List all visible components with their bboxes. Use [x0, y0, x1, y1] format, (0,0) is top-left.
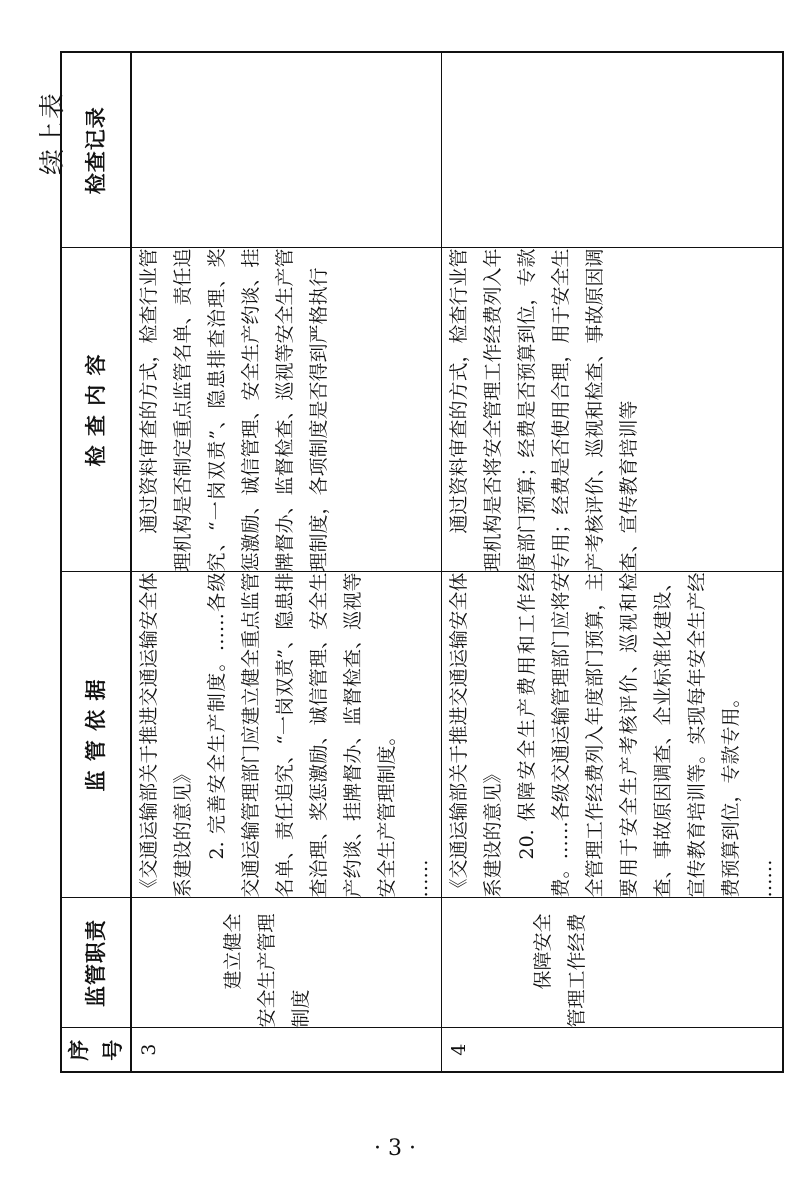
table-header-row — [61, 52, 131, 1072]
row-record[interactable] — [441, 52, 783, 248]
header-duty: 监管职责 — [61, 898, 131, 1028]
content-text: 通过资料审查的方式，检查行业管理机构是否制定重点监管名单、责任追究、“一岗双责”、隐患排查治理、奖惩激励、诚信管理、安全生产约谈、挂牌督办、监督检查、巡视等安全生产管理制度，各项制度是否得到严格执行 — [138, 248, 330, 572]
basis-clause: 2. 完善安全生产制度。……各级交通运输管理部门应建立健全重点监管名单、责任追究、“一岗双责”、隐患排查治理、奖惩激励、诚信管理、安全生产约谈、挂牌督办、监督检查、巡视等安全生产管理制度。 — [206, 572, 398, 898]
row-basis — [441, 572, 783, 898]
row-record[interactable] — [131, 52, 441, 248]
row-content — [441, 248, 783, 572]
duty-text: 建立健全安全生产管理制度 — [222, 913, 312, 1028]
page-number: · 3 · — [374, 1136, 416, 1161]
header-record: 检查记录 — [61, 52, 131, 248]
table-row — [441, 52, 783, 1072]
basis-ellipsis: …… — [753, 859, 776, 898]
header-basis: 监 管 依 据 — [61, 572, 131, 898]
header-seq: 序号 — [61, 1028, 131, 1072]
duty-text: 保障安全管理工作经费 — [531, 913, 588, 1028]
row-content — [131, 248, 441, 572]
row-seq: 4 — [441, 1028, 783, 1072]
row-basis — [131, 572, 441, 898]
content-text: 通过资料审查的方式，检查行业管理机构是否将安全管理工作经费列入年度部门预算；经费是否预算到位，专款专用；经费是否使用合理，用于安全生产考核评价、巡视和检查、事故原因调查、宣传教育培训等 — [447, 248, 640, 572]
row-seq: 3 — [131, 1028, 441, 1072]
continued-table-label: 续上表 — [38, 90, 68, 175]
row-duty — [131, 898, 441, 1028]
basis-document: 《交通运输部关于推进交通运输安全体系建设的意见》 — [447, 572, 504, 898]
basis-ellipsis: …… — [410, 859, 432, 898]
row-duty — [441, 898, 783, 1028]
table-row — [131, 52, 441, 1072]
basis-document: 《交通运输部关于推进交通运输安全体系建设的意见》 — [138, 572, 194, 898]
header-content: 检 查 内 容 — [61, 248, 131, 572]
basis-clause: 20. 保障安全生产费用和工作经费。……各级交通运输管理部门应将安全管理工作经费列入年度部门预算，主要用于安全生产考核评价、巡视和检查、事故原因调查、企业标准化建设、宣传教育培训等。实现每年安全生产经费预算到位，专款专用。 — [515, 572, 742, 898]
supervision-table — [60, 51, 784, 1073]
